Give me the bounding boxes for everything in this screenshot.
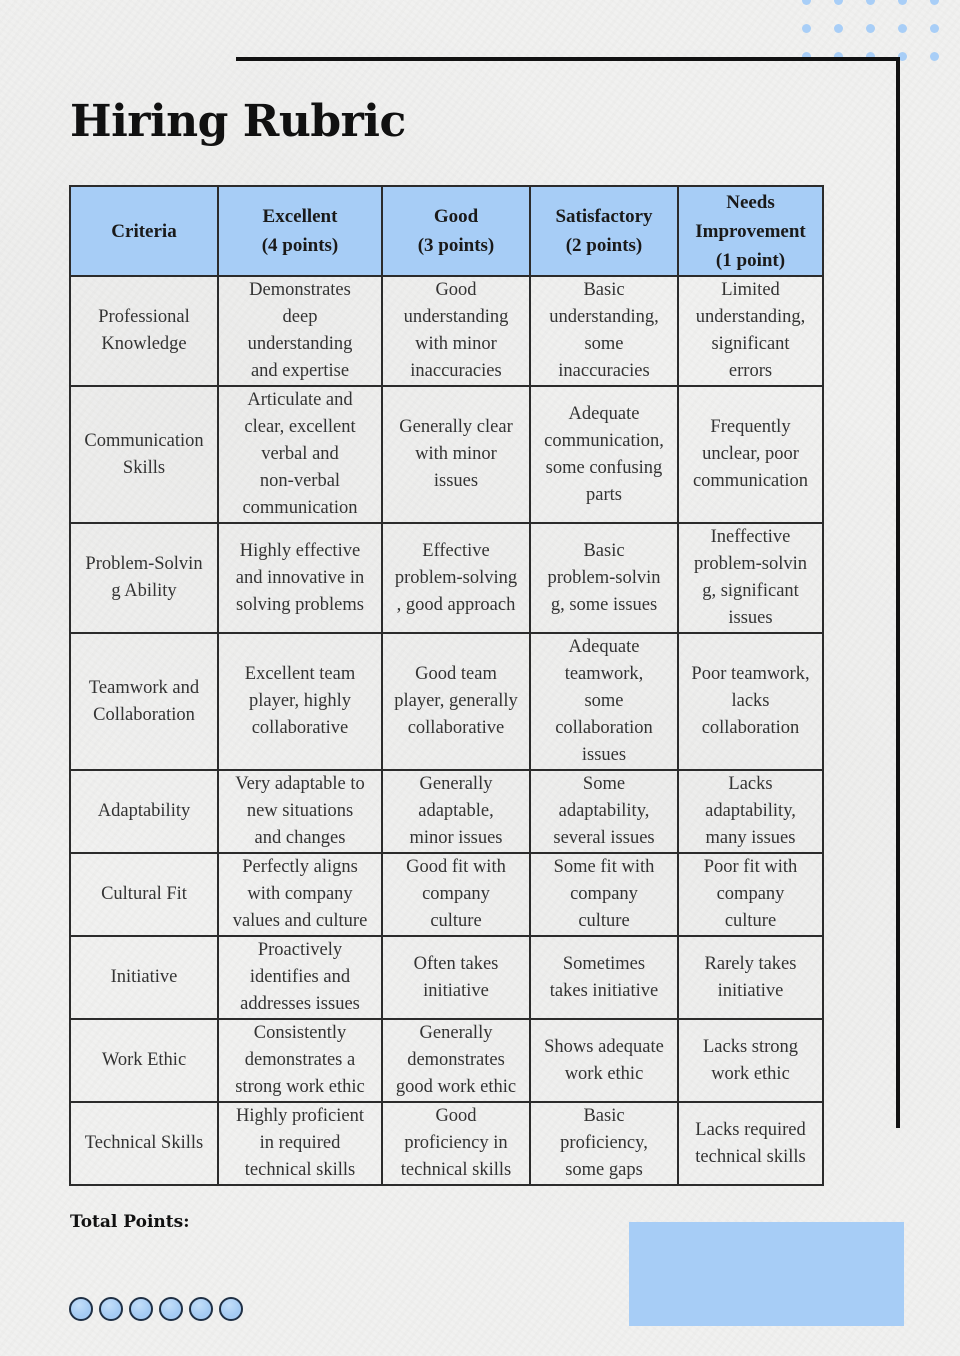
cell-line: parts [586, 484, 622, 505]
rubric-cell [218, 1019, 382, 1102]
rubric-cell [218, 770, 382, 853]
table-row [70, 1019, 823, 1102]
cell-line: addresses issues [240, 994, 360, 1014]
criteria-cell [70, 276, 218, 386]
rubric-cell [218, 276, 382, 386]
frame-top-line [236, 57, 900, 61]
rubric-cell [218, 853, 382, 936]
cell-line: some [584, 691, 624, 711]
cell-line: technical skills [695, 1146, 806, 1167]
cell-line: adaptability, [705, 801, 796, 821]
rubric-cell [530, 770, 678, 853]
cell-line: unclear, poor [702, 444, 799, 464]
cell-line: strong work ethic [235, 1077, 365, 1097]
page-title: Hiring Rubric [70, 96, 406, 147]
cell-line: non-verbal [259, 471, 341, 491]
decorative-dot [866, 0, 875, 5]
cell-line: Demonstrates [249, 280, 351, 300]
rubric-cell [382, 523, 530, 633]
table-row [70, 276, 823, 386]
cell-line: values and culture [232, 911, 368, 931]
criteria-cell [70, 1019, 218, 1102]
rubric-body [70, 276, 823, 1185]
header-line: (4 points) [261, 235, 339, 256]
rubric-cell [530, 386, 678, 523]
frame-right-line [896, 57, 900, 1128]
cell-line: Adequate [568, 403, 640, 424]
cell-line: clear, excellent [244, 417, 356, 437]
cell-line: company [422, 884, 490, 904]
rubric-cell [530, 853, 678, 936]
cell-line: Basic [583, 540, 625, 561]
rubric-cell [382, 853, 530, 936]
cell-line: collaborative [407, 718, 505, 738]
cell-line: Very adaptable to [235, 774, 365, 794]
cell-line: with company [247, 884, 353, 904]
cell-line: issues [581, 745, 627, 765]
decorative-dot [866, 24, 875, 33]
cell-line: collaboration [701, 718, 800, 738]
criteria-line: Skills [122, 457, 166, 478]
header-good [382, 186, 530, 276]
cell-line: problem-solvin [547, 567, 661, 588]
cell-line: Proactively [257, 940, 343, 960]
criteria-cell [70, 523, 218, 633]
cell-line: some [584, 334, 624, 354]
criteria-line: g Ability [111, 581, 177, 601]
cell-line: issues [728, 608, 773, 628]
cell-line: errors [728, 361, 773, 381]
cell-line: issues [433, 471, 479, 491]
cell-line: Poor teamwork, [691, 664, 810, 684]
rubric-cell [530, 633, 678, 770]
cell-line: inaccuracies [410, 361, 502, 381]
criteria-line: Technical Skills [84, 1133, 204, 1153]
decorative-circle [159, 1297, 183, 1321]
rubric-cell [382, 633, 530, 770]
table-row [70, 936, 823, 1019]
header-line: Improvement [695, 220, 806, 242]
criteria-line: Adaptability [97, 801, 191, 821]
cell-line: and expertise [250, 361, 350, 381]
criteria-cell [70, 633, 218, 770]
rubric-cell [678, 1019, 823, 1102]
cell-line: Frequently [710, 417, 791, 437]
cell-line: proficiency in [404, 1133, 508, 1153]
cell-line: with minor [415, 444, 497, 464]
cell-line: Poor fit with [703, 857, 798, 877]
rubric-cell [382, 770, 530, 853]
rubric-cell [530, 1102, 678, 1185]
header-line: Satisfactory [555, 206, 653, 227]
cell-line: lacks [731, 691, 770, 711]
decorative-circle [219, 1297, 243, 1321]
cell-line: Highly effective [239, 540, 361, 561]
header-line: (3 points) [417, 235, 495, 256]
cell-line: initiative [423, 980, 489, 1001]
decorative-dot [834, 24, 843, 33]
cell-line: technical skills [244, 1160, 356, 1180]
cell-line: collaborative [251, 718, 349, 738]
rubric-cell [382, 936, 530, 1019]
cell-line: Rarely takes [704, 953, 797, 974]
header-satisfactory [530, 186, 678, 276]
criteria-cell [70, 936, 218, 1019]
cell-line: culture [430, 911, 482, 931]
rubric-cell [678, 633, 823, 770]
cell-line: Excellent team [244, 664, 356, 684]
cell-line: work ethic [564, 1063, 644, 1084]
criteria-cell [70, 386, 218, 523]
rubric-cell [530, 1019, 678, 1102]
rubric-cell [218, 633, 382, 770]
table-row [70, 1102, 823, 1185]
rubric-cell [382, 1019, 530, 1102]
decorative-dot [930, 24, 939, 33]
rubric-cell [530, 276, 678, 386]
cell-line: player, generally [394, 691, 518, 711]
cell-line: initiative [717, 980, 784, 1001]
criteria-line: Communication [84, 430, 204, 451]
cell-line: many issues [705, 828, 796, 848]
cell-line: some confusing [545, 457, 663, 478]
cell-line: understanding [403, 307, 509, 327]
cell-line: adaptability, [558, 801, 650, 821]
cell-line: and innovative in [235, 567, 365, 588]
header-line: (2 points) [565, 235, 643, 256]
cell-line: Good team [415, 664, 497, 684]
cell-line: technical skills [400, 1160, 512, 1180]
rubric-cell [678, 1102, 823, 1185]
cell-line: Adequate [568, 637, 640, 657]
cell-line: Ineffective [710, 527, 791, 547]
rubric-cell [382, 276, 530, 386]
criteria-cell [70, 1102, 218, 1185]
header-criteria [70, 186, 218, 276]
rubric-cell [678, 523, 823, 633]
cell-line: g, some issues [550, 594, 658, 615]
table-row [70, 853, 823, 936]
rubric-cell [678, 853, 823, 936]
table-row [70, 770, 823, 853]
total-points-box[interactable] [629, 1222, 904, 1326]
cell-line: Shows adequate [544, 1036, 664, 1057]
decorative-dot [930, 52, 939, 61]
cell-line: collaboration [555, 718, 653, 738]
criteria-line: Teamwork and [88, 677, 200, 698]
decorative-dot [898, 24, 907, 33]
decorative-circle [129, 1297, 153, 1321]
cell-line: identifies and [249, 967, 351, 987]
cell-line: communication [692, 471, 809, 491]
criteria-line: Problem-Solvin [85, 554, 203, 574]
decorative-dot [930, 0, 939, 5]
cell-line: Limited [721, 280, 780, 300]
rubric-cell [678, 276, 823, 386]
cell-line: Some fit with [553, 857, 655, 877]
cell-line: Articulate and [247, 390, 353, 410]
cell-line: Perfectly aligns [242, 857, 358, 877]
cell-line: Lacks [728, 774, 773, 794]
cell-line: significant [711, 334, 790, 354]
cell-line: in required [259, 1133, 341, 1153]
cell-line: verbal and [261, 444, 339, 464]
cell-line: and changes [254, 828, 346, 848]
cell-line: solving problems [236, 594, 364, 615]
cell-line: player, highly [248, 691, 351, 711]
cell-line: several issues [553, 828, 655, 848]
cell-line: understanding [247, 334, 353, 354]
cell-line: culture [578, 911, 630, 931]
cell-line: Effective [422, 540, 490, 561]
decorative-circle [99, 1297, 123, 1321]
table-row [70, 633, 823, 770]
criteria-line: Collaboration [93, 704, 195, 725]
criteria-line: Professional [98, 307, 190, 327]
criteria-cell [70, 770, 218, 853]
criteria-cell [70, 853, 218, 936]
total-points-label: Total Points: [70, 1212, 190, 1232]
cell-line: Generally clear [399, 417, 513, 437]
cell-line: Often takes [413, 953, 499, 974]
cell-line: good work ethic [395, 1077, 517, 1097]
criteria-line: Initiative [110, 967, 178, 987]
decorative-dot [834, 0, 843, 5]
cell-line: takes initiative [549, 980, 659, 1001]
cell-line: culture [724, 911, 777, 931]
rubric-cell [218, 936, 382, 1019]
rubric-cell [218, 1102, 382, 1185]
cell-line: communication, [544, 430, 664, 451]
cell-line: Basic [583, 280, 625, 300]
cell-line: demonstrates [407, 1050, 505, 1070]
criteria-line: Knowledge [101, 334, 187, 354]
criteria-line: Work Ethic [101, 1050, 187, 1070]
decorative-circle [189, 1297, 213, 1321]
cell-line: proficiency, [560, 1133, 648, 1153]
cell-line: understanding, [549, 307, 659, 327]
rubric-cell [218, 523, 382, 633]
cell-line: demonstrates a [244, 1050, 356, 1070]
cell-line: Highly proficient [236, 1106, 364, 1126]
cell-line: Lacks strong [702, 1036, 799, 1057]
cell-line: Generally [419, 774, 493, 794]
cell-line: company [716, 884, 785, 904]
cell-line: teamwork, [564, 664, 644, 684]
decorative-dot [802, 0, 811, 5]
criteria-line: Cultural Fit [101, 884, 187, 904]
cell-line: inaccuracies [558, 361, 650, 381]
header-line: Good [433, 206, 479, 227]
cell-line: deep [282, 307, 318, 327]
header-line: Criteria [111, 220, 177, 242]
cell-line: Basic [583, 1106, 625, 1126]
cell-line: Some [582, 774, 626, 794]
rubric-cell [678, 386, 823, 523]
cell-line: Generally [419, 1023, 493, 1043]
cell-line: adaptable, [418, 801, 494, 821]
decorative-circles [69, 1297, 269, 1321]
table-row [70, 386, 823, 523]
header-line: Excellent [262, 206, 338, 227]
cell-line: company [570, 884, 638, 904]
cell-line: with minor [415, 334, 497, 354]
cell-line: communication [242, 498, 358, 518]
cell-line: problem-solvin [693, 554, 808, 574]
cell-line: , good approach [396, 594, 516, 615]
rubric-cell [382, 1102, 530, 1185]
cell-line: Good [435, 280, 477, 300]
cell-line: Lacks required [695, 1119, 806, 1140]
table-row [70, 523, 823, 633]
decorative-circle [69, 1297, 93, 1321]
cell-line: understanding, [695, 307, 806, 327]
rubric-cell [678, 770, 823, 853]
rubric-cell [678, 936, 823, 1019]
cell-line: minor issues [409, 828, 503, 848]
rubric-table [69, 185, 824, 1186]
cell-line: Consistently [253, 1023, 347, 1043]
cell-line: Sometimes [562, 953, 646, 974]
header-line: Needs [726, 191, 775, 213]
cell-line: problem-solving [394, 567, 518, 588]
header-needs-improvement [678, 186, 823, 276]
cell-line: Good [435, 1106, 477, 1126]
decorative-dot [802, 24, 811, 33]
rubric-cell [218, 386, 382, 523]
cell-line: new situations [246, 801, 354, 821]
cell-line: g, significant [702, 581, 799, 601]
header-line: (1 point) [715, 249, 786, 271]
cell-line: work ethic [711, 1063, 790, 1084]
header-row [70, 186, 823, 276]
rubric-cell [530, 936, 678, 1019]
rubric-cell [382, 386, 530, 523]
cell-line: some gaps [565, 1160, 643, 1180]
header-excellent [218, 186, 382, 276]
cell-line: Good fit with [406, 857, 506, 877]
rubric-cell [530, 523, 678, 633]
decorative-dot [898, 0, 907, 5]
